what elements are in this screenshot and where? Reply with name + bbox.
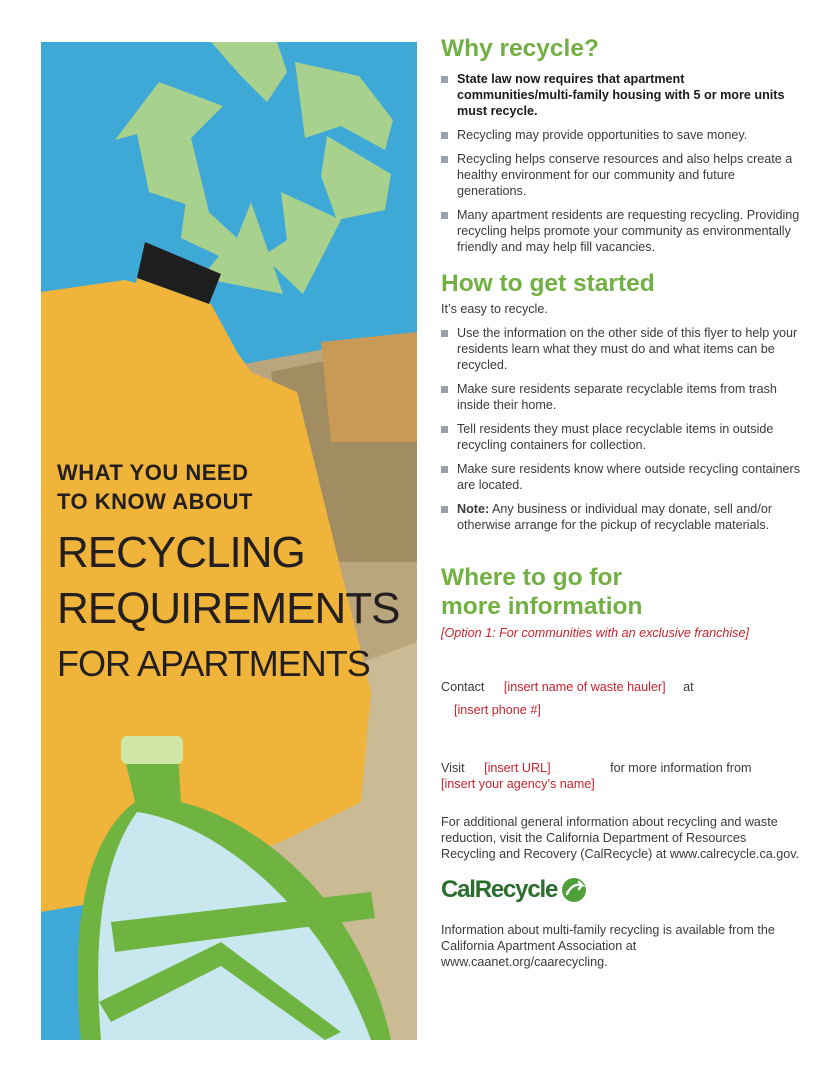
list-item-text: Many apartment residents are requesting recycling. Providing recycling helps promote your community as environmentally friendly and may help fill vacancies. <box>457 208 800 254</box>
bullet-square-icon <box>441 132 448 139</box>
list-item <box>441 151 801 199</box>
logo-text: CalRecycle <box>441 876 558 903</box>
list-item <box>441 127 801 143</box>
contact-line <box>441 679 801 695</box>
footer-info: Information about multi-family recycling is available from the California Apartment Association at www.caanet.org/caarecycling. <box>441 923 775 969</box>
general-info: For additional general information about recycling and waste reduction, visit the California Department of Resources Recycling and Recovery (CalRecycle) at www.calrecycle.ca.gov. <box>441 815 800 861</box>
cover-title-line1: RECYCLING <box>57 528 305 577</box>
note-text: Any business or individual may donate, sell and/or otherwise arrange for the pickup of recyclable materials. <box>457 502 773 532</box>
cover-title-line3: FOR APARTMENTS <box>57 643 370 684</box>
cover-title-line2: REQUIREMENTS <box>57 584 400 633</box>
cover-illustration <box>41 42 417 1040</box>
list-item <box>441 71 801 119</box>
list-item <box>441 501 801 533</box>
list-item <box>441 325 801 373</box>
list-item-text: State law now requires that apartment communities/multi-family housing with 5 or more units must recycle. <box>457 72 785 118</box>
cover-subtitle-line: WHAT YOU NEED <box>57 460 249 485</box>
agency-placeholder: [insert your agency’s name] <box>441 777 595 791</box>
list-item <box>441 461 801 493</box>
contact-at: at <box>683 680 694 694</box>
bullet-square-icon <box>441 466 448 473</box>
list-item-text: Recycling helps conserve resources and also helps create a healthy environment for our community and future generations. <box>457 152 793 198</box>
content-column <box>441 34 801 970</box>
list-item-text: Recycling may provide opportunities to save money. <box>457 128 748 142</box>
more-info-heading-line: more information <box>441 593 643 620</box>
get-started-heading: How to get started <box>441 270 655 297</box>
bullet-square-icon <box>441 76 448 83</box>
get-started-list <box>441 325 801 533</box>
option-note: [Option 1: For communities with an exclusive franchise] <box>441 626 749 640</box>
get-started-intro: It’s easy to recycle. <box>441 302 548 316</box>
list-item <box>441 207 801 255</box>
why-recycle-list <box>441 71 801 255</box>
list-item <box>441 421 801 453</box>
list-item <box>441 381 801 413</box>
bullet-square-icon <box>441 386 448 393</box>
list-item-text: Make sure residents separate recyclable items from trash inside their home. <box>457 382 777 412</box>
phone-placeholder: [insert phone #] <box>454 703 541 717</box>
visit-line <box>441 760 801 776</box>
contact-label: Contact <box>441 680 485 694</box>
more-info-heading <box>441 563 801 621</box>
note-label: Note: <box>457 502 490 516</box>
visit-more-text: for more information from <box>610 761 752 775</box>
visit-label: Visit <box>441 761 465 775</box>
bullet-square-icon <box>441 156 448 163</box>
bullet-square-icon <box>441 330 448 337</box>
list-item-text: Make sure residents know where outside recycling containers are located. <box>457 462 800 492</box>
bullet-square-icon <box>441 506 448 513</box>
bullet-square-icon <box>441 426 448 433</box>
url-placeholder: [insert URL] <box>484 761 551 775</box>
hauler-placeholder: [insert name of waste hauler] <box>503 680 666 694</box>
leaf-arrow-icon <box>561 877 587 903</box>
more-info-heading-line: Where to go for <box>441 564 623 591</box>
calrecycle-logo <box>441 876 801 904</box>
list-item-text: Tell residents they must place recyclable items in outside recycling containers for collection. <box>457 422 774 452</box>
cover-subtitle-line: TO KNOW ABOUT <box>57 489 253 514</box>
why-recycle-heading: Why recycle? <box>441 35 599 62</box>
list-item-text: Use the information on the other side of this flyer to help your residents learn what they must do and what items can be recycled. <box>457 326 798 372</box>
cover-subtitle <box>57 458 253 516</box>
bullet-square-icon <box>441 212 448 219</box>
